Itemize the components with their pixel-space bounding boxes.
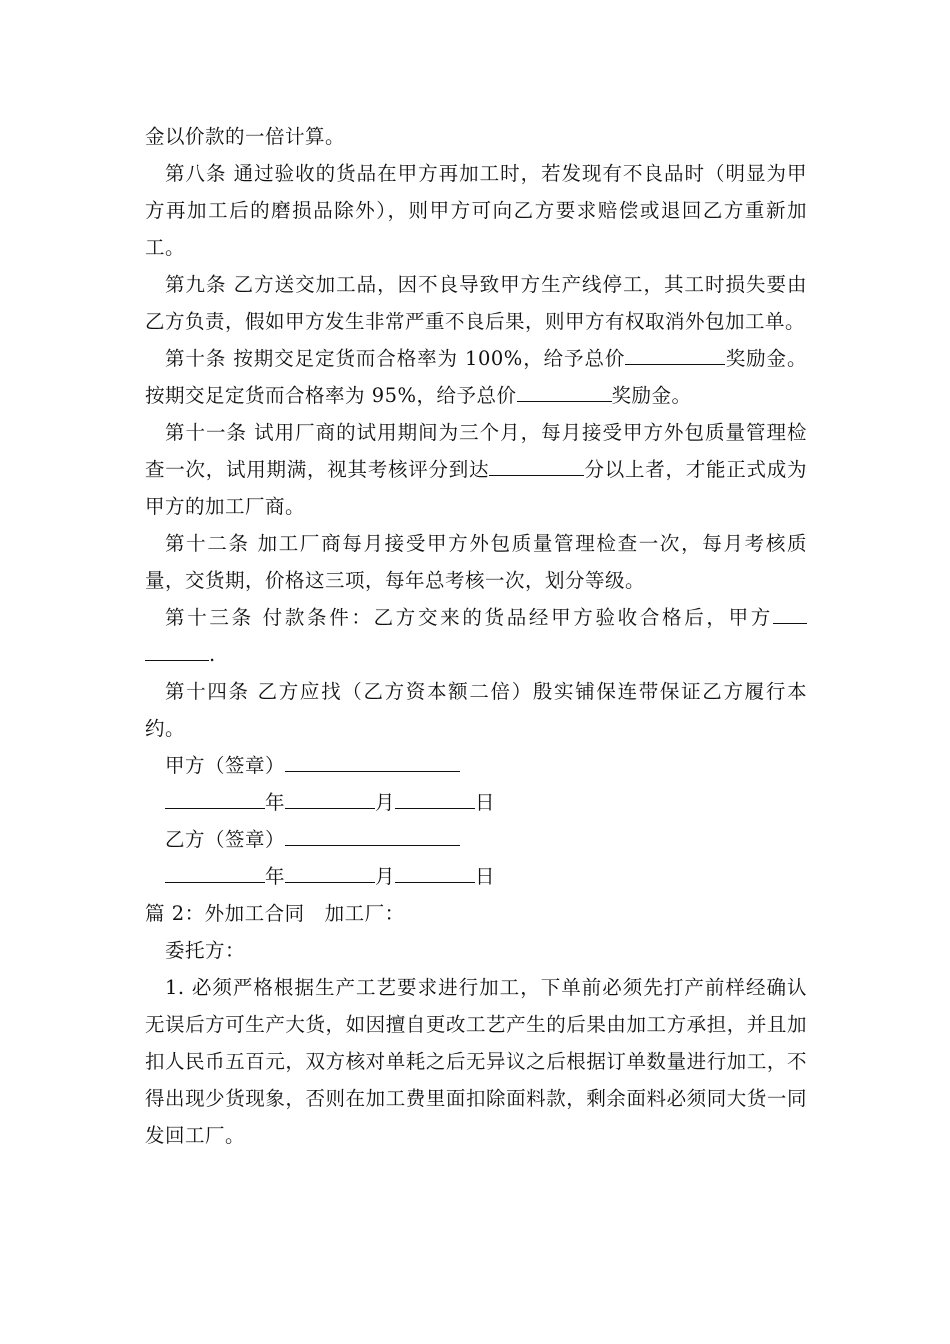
signature-line [285,753,460,772]
signature-party-a [145,747,807,784]
document-body [145,118,807,1154]
article-14: 第十四条 乙方应找（乙方资本额二倍）殷实铺保连带保证乙方履行本约。 [145,680,807,740]
signature-label-b: 乙方（签章） [165,828,286,851]
blank-line [395,864,475,883]
day-label: 日 [475,791,496,814]
blank-line [285,864,375,883]
article-11 [145,414,807,525]
article-10-part-c: 奖励金。 [611,384,692,407]
article-13-part-b: . [209,643,216,666]
item-1: 1. 必须严格根据生产工艺要求进行加工，下单前必须先打产前样经确认无误后方可生产大货，如因擅自更改工艺产生的后果由加工方承担，并且加扣人民币五百元，双方核对单耗之后无异议之后根据订单数量进行加工，不得出现少货现象，否则在加工费里面扣除面料款，剩余面料必须同大货一同发回工厂。 [145,976,807,1147]
article-10-part-a: 第十条 按期交足定货而合格率为 100%，给予总价 [165,347,626,370]
client-label: 委托方： [165,939,246,962]
month-label: 月 [375,791,396,814]
blank-line [165,864,265,883]
article-11-part-b: 分以上者，才能正式成为甲方的加工厂商。 [145,458,807,518]
article-13 [145,599,807,673]
signature-line [285,827,460,846]
date-line-b [145,858,807,895]
blank-line [625,346,725,365]
article-13-part-a: 第十三条 付款条件：乙方交来的货品经甲方验收合格后，甲方 [165,606,773,629]
blank-line [165,790,265,809]
article-11-part-a: 第十一条 试用厂商的试用期间为三个月，每月接受甲方外包质量管理检查一次，试用期满，视其考核评分到达 [145,421,807,481]
blank-line [773,605,807,624]
blank-line [489,457,584,476]
date-line-a [145,784,807,821]
year-label: 年 [265,791,286,814]
blank-line [285,790,375,809]
article-10-part-b: 奖励金。按期交足定货而合格率为 95%，给予总价 [145,347,807,407]
blank-line [395,790,475,809]
day-label: 日 [475,865,496,888]
year-label: 年 [265,865,286,888]
article-12: 第十二条 加工厂商每月接受甲方外包质量管理检查一次，每月考核质量，交货期，价格这三项，每年总考核一次，划分等级。 [145,532,807,592]
blank-line [517,383,612,402]
part-2-heading: 篇 2：外加工合同 加工厂： [145,902,405,925]
article-10 [145,340,807,414]
blank-line [145,642,209,661]
article-9: 第九条 乙方送交加工品，因不良导致甲方生产线停工，其工时损失要由乙方负责，假如甲方发生非常严重不良后果，则甲方有权取消外包加工单。 [145,273,807,333]
signature-party-b [145,821,807,858]
article-8: 第八条 通过验收的货品在甲方再加工时，若发现有不良品时（明显为甲方再加工后的磨损品除外），则甲方可向乙方要求赔偿或退回乙方重新加工。 [145,162,807,259]
paragraph-continued: 金以价款的一倍计算。 [145,125,346,148]
month-label: 月 [375,865,396,888]
signature-label-a: 甲方（签章） [165,754,286,777]
